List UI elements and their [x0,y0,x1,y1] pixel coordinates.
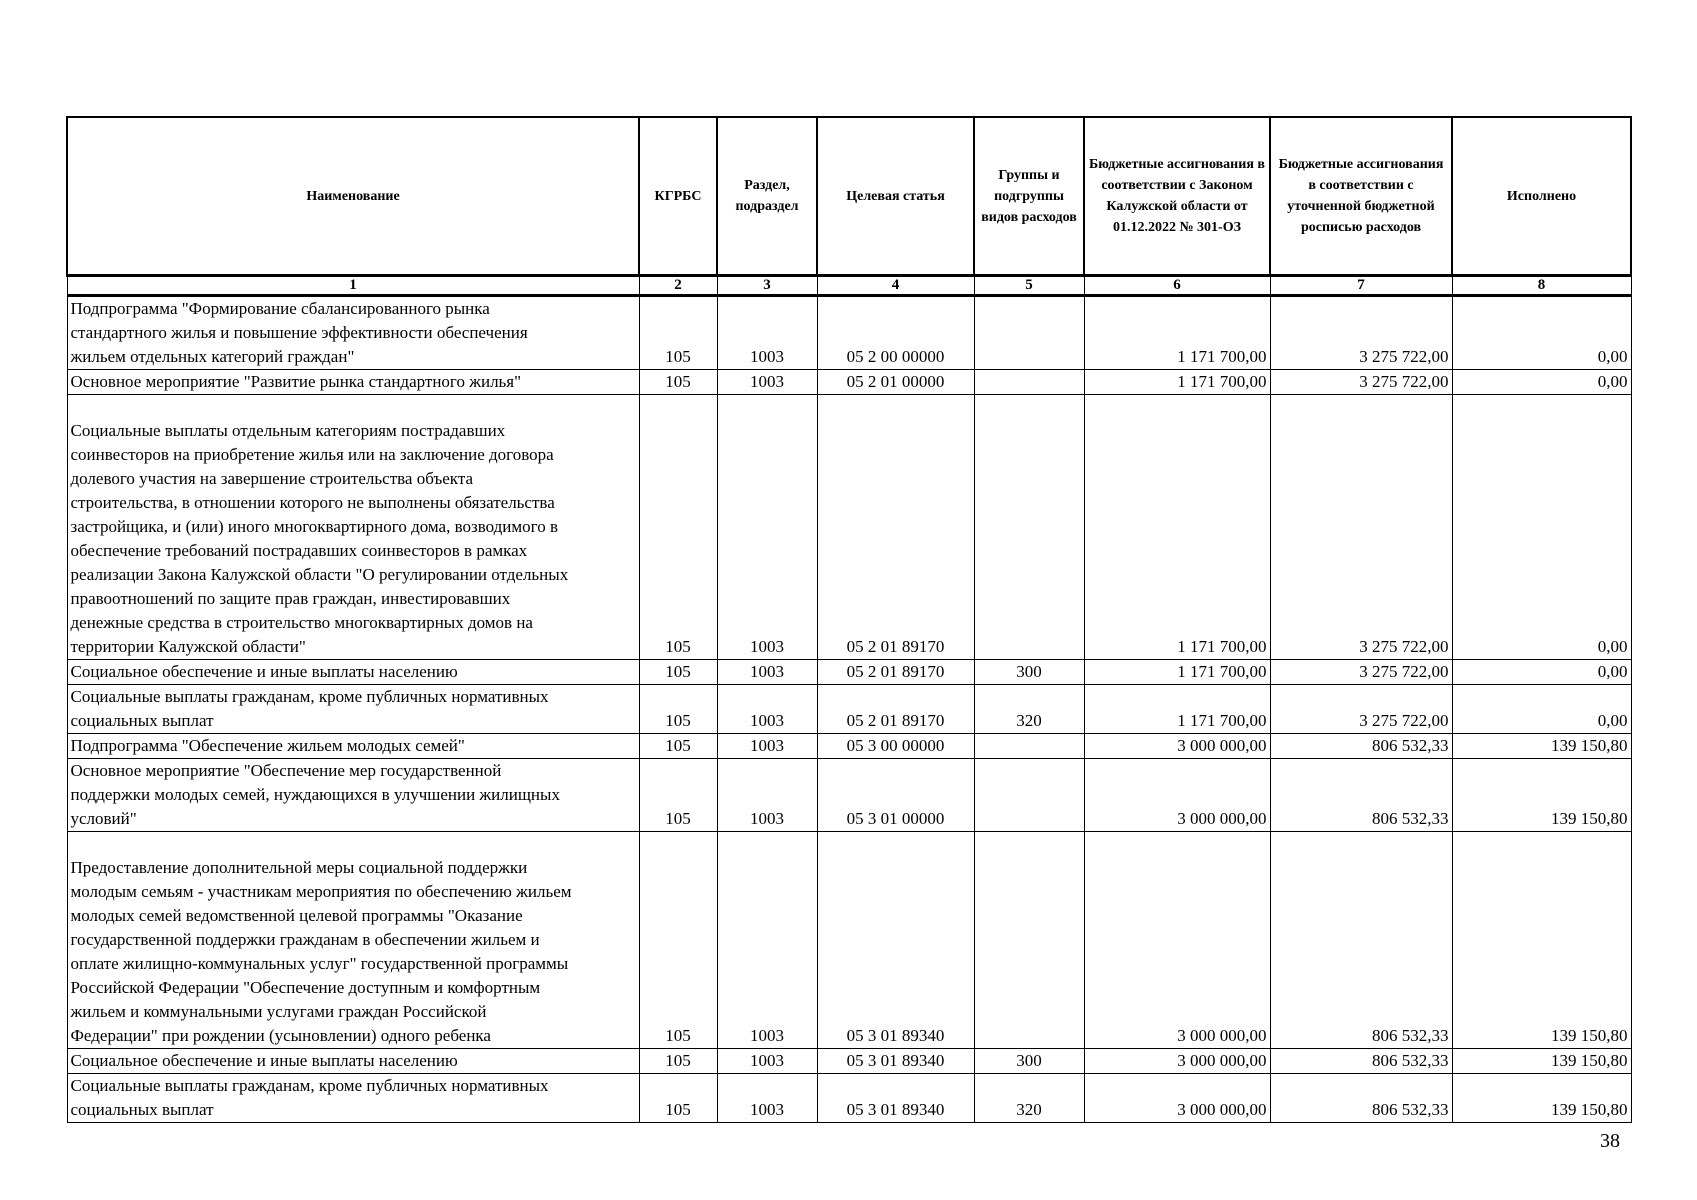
row-law-allocation-cell: 1 171 700,00 [1084,685,1270,734]
column-header-refined-allocation: Бюджетные ассигнования в соответствии с уточненной бюджетной росписью расходов [1270,117,1452,276]
row-kgrbs-cell: 105 [639,660,717,685]
row-executed-cell: 0,00 [1452,296,1631,370]
column-number: 8 [1452,276,1631,296]
column-header-section: Раздел, подраздел [717,117,817,276]
column-header-name: Наименование [67,117,639,276]
table-row [67,1074,1631,1123]
row-name-cell [67,1074,639,1123]
row-kgrbs-cell: 105 [639,1074,717,1123]
row-target-article-cell: 05 3 01 89340 [817,1074,974,1123]
row-refined-allocation-cell: 3 275 722,00 [1270,660,1452,685]
row-expense-group-cell: 300 [974,660,1084,685]
row-refined-allocation-cell: 806 532,33 [1270,759,1452,832]
row-name-text: Подпрограмма "Обеспечение жильем молодых семей" [70,736,465,755]
row-expense-group-cell [974,296,1084,370]
row-executed-cell: 139 150,80 [1452,759,1631,832]
row-section-cell: 1003 [717,832,817,1049]
column-number: 4 [817,276,974,296]
table-body [67,276,1631,1123]
table-row [67,370,1631,395]
table-row [67,660,1631,685]
row-refined-allocation-cell: 806 532,33 [1270,1074,1452,1123]
row-name-cell [67,296,639,370]
row-expense-group-cell: 300 [974,1049,1084,1074]
row-refined-allocation-cell: 806 532,33 [1270,734,1452,759]
row-name-cell [67,685,639,734]
row-target-article-cell: 05 2 01 89170 [817,685,974,734]
row-kgrbs-cell: 105 [639,832,717,1049]
row-section-cell: 1003 [717,1074,817,1123]
column-number: 3 [717,276,817,296]
row-name-text: Социальные выплаты гражданам, кроме публичных нормативных социальных выплат [70,1076,549,1119]
row-law-allocation-cell: 3 000 000,00 [1084,832,1270,1049]
row-law-allocation-cell: 1 171 700,00 [1084,370,1270,395]
column-number: 5 [974,276,1084,296]
row-expense-group-cell [974,759,1084,832]
table-row [67,685,1631,734]
row-name-cell [67,660,639,685]
row-executed-cell: 139 150,80 [1452,734,1631,759]
row-section-cell: 1003 [717,296,817,370]
row-name-cell [67,734,639,759]
row-law-allocation-cell: 1 171 700,00 [1084,395,1270,660]
row-law-allocation-cell: 3 000 000,00 [1084,1049,1270,1074]
row-expense-group-cell [974,395,1084,660]
row-executed-cell: 139 150,80 [1452,832,1631,1049]
row-name-cell [67,1049,639,1074]
row-kgrbs-cell: 105 [639,685,717,734]
row-name-text: Основное мероприятие "Обеспечение мер государственной поддержки молодых семей, нуждающихся в улучшении жилищных условий" [70,761,560,828]
row-name-text: Социальное обеспечение и иные выплаты населению [70,662,458,681]
table-row [67,296,1631,370]
column-number: 6 [1084,276,1270,296]
row-target-article-cell: 05 3 01 89340 [817,1049,974,1074]
table-row [67,1049,1631,1074]
row-target-article-cell: 05 3 01 89340 [817,832,974,1049]
row-refined-allocation-cell: 3 275 722,00 [1270,296,1452,370]
row-section-cell: 1003 [717,734,817,759]
row-name-cell [67,395,639,660]
row-name-cell [67,370,639,395]
page-number: 38 [1600,1130,1620,1152]
row-expense-group-cell [974,832,1084,1049]
row-target-article-cell: 05 2 01 89170 [817,660,974,685]
row-target-article-cell: 05 3 01 00000 [817,759,974,832]
column-number-row [67,276,1631,296]
row-law-allocation-cell: 3 000 000,00 [1084,1074,1270,1123]
row-executed-cell: 139 150,80 [1452,1074,1631,1123]
row-name-text: Основное мероприятие "Развитие рынка стандартного жилья" [70,372,522,391]
row-kgrbs-cell: 105 [639,296,717,370]
row-law-allocation-cell: 3 000 000,00 [1084,734,1270,759]
row-section-cell: 1003 [717,395,817,660]
row-expense-group-cell: 320 [974,1074,1084,1123]
row-kgrbs-cell: 105 [639,759,717,832]
row-law-allocation-cell: 1 171 700,00 [1084,296,1270,370]
row-refined-allocation-cell: 3 275 722,00 [1270,395,1452,660]
row-name-text: Социальные выплаты гражданам, кроме публичных нормативных социальных выплат [70,687,549,730]
row-section-cell: 1003 [717,685,817,734]
row-name-text: Предоставление дополнительной меры социальной поддержки молодым семьям - участникам мероприятия по обеспечению жильем молодых семей ведомственной целевой программы "Оказание государственной поддержки гражданам в обеспечении жильем и оплате жилищно-коммунальных услуг" государственной программы Российской Федерации "Обеспечение доступным и комфортным жильем и коммунальными услугами граждан Российской Федерации" при рождении (усыновлении) одного ребенка [70,858,572,1045]
row-section-cell: 1003 [717,660,817,685]
row-refined-allocation-cell: 3 275 722,00 [1270,370,1452,395]
row-executed-cell: 139 150,80 [1452,1049,1631,1074]
row-target-article-cell: 05 3 00 00000 [817,734,974,759]
row-executed-cell: 0,00 [1452,395,1631,660]
row-name-cell [67,832,639,1049]
column-header-target-article: Целевая статья [817,117,974,276]
table-row [67,832,1631,1049]
row-target-article-cell: 05 2 01 00000 [817,370,974,395]
table-row [67,395,1631,660]
row-kgrbs-cell: 105 [639,734,717,759]
row-section-cell: 1003 [717,1049,817,1074]
row-executed-cell: 0,00 [1452,685,1631,734]
row-kgrbs-cell: 105 [639,1049,717,1074]
row-expense-group-cell [974,370,1084,395]
row-name-text: Социальные выплаты отдельным категориям пострадавших соинвесторов на приобретение жилья или на заключение договора долевого участия на завершение строительства объекта строительства, в отношении которого не выполнены обязательства застройщика, и (или) иного многоквартирного дома, возводимого в обеспечение требований пострадавших соинвесторов в рамках реализации Закона Калужской области "О регулировании отдельных правоотношений по защите прав граждан, инвестировавших денежные средства в строительство многоквартирных домов на территории Калужской области" [70,421,569,656]
header-row [67,117,1631,276]
row-refined-allocation-cell: 806 532,33 [1270,1049,1452,1074]
column-header-executed: Исполнено [1452,117,1631,276]
column-header-kgrbs: КГРБС [639,117,717,276]
row-kgrbs-cell: 105 [639,370,717,395]
row-section-cell: 1003 [717,759,817,832]
column-number: 2 [639,276,717,296]
row-target-article-cell: 05 2 00 00000 [817,296,974,370]
row-target-article-cell: 05 2 01 89170 [817,395,974,660]
row-refined-allocation-cell: 806 532,33 [1270,832,1452,1049]
column-number: 1 [67,276,639,296]
budget-table [66,116,1632,1123]
row-refined-allocation-cell: 3 275 722,00 [1270,685,1452,734]
row-executed-cell: 0,00 [1452,370,1631,395]
column-number: 7 [1270,276,1452,296]
row-name-text: Социальное обеспечение и иные выплаты населению [70,1051,458,1070]
row-executed-cell: 0,00 [1452,660,1631,685]
column-header-law-allocation: Бюджетные ассигнования в соответствии с Законом Калужской области от 01.12.2022 № 301-ОЗ [1084,117,1270,276]
row-expense-group-cell: 320 [974,685,1084,734]
row-law-allocation-cell: 3 000 000,00 [1084,759,1270,832]
row-kgrbs-cell: 105 [639,395,717,660]
row-expense-group-cell [974,734,1084,759]
table-row [67,734,1631,759]
row-name-cell [67,759,639,832]
table-row [67,759,1631,832]
row-law-allocation-cell: 1 171 700,00 [1084,660,1270,685]
column-header-expense-group: Группы и подгруппы видов расходов [974,117,1084,276]
row-section-cell: 1003 [717,370,817,395]
row-name-text: Подпрограмма "Формирование сбалансированного рынка стандартного жилья и повышение эффективности обеспечения жильем отдельных категорий граждан" [70,299,528,366]
